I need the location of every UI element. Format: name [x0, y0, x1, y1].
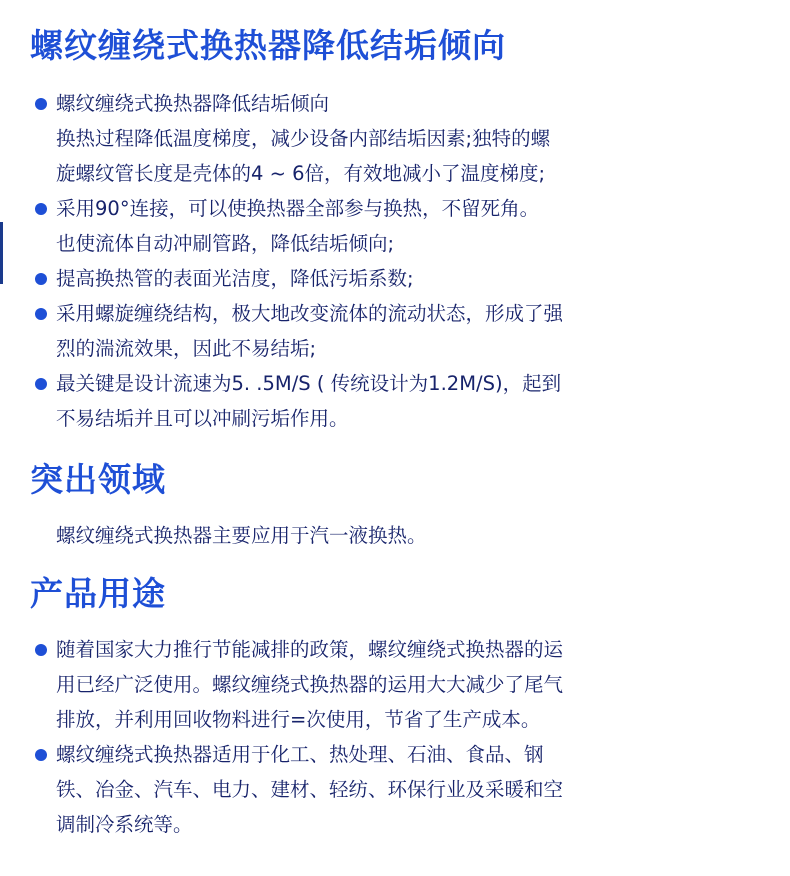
list-item	[30, 632, 750, 737]
bullet-icon	[35, 378, 47, 390]
list-item-line: 螺纹缠绕式换热器降低结垢倾向	[56, 92, 330, 115]
list-item-line: 螺纹缠绕式换热器适用于化工、热处理、石油、食品、钢	[56, 743, 544, 766]
application-field-text: 螺纹缠绕式换热器主要应用于汽一液换热。	[56, 524, 427, 547]
list-item-line: 烈的湍流效果，因此不易结垢;	[56, 337, 317, 360]
list-item	[30, 191, 750, 261]
list-item-line: 排放，并利用回收物料进行=次使用，节省了生产成本。	[56, 708, 541, 731]
list-item-line: 最关键是设计流速为5. .5M/S ( 传统设计为1.2M/S)，起到	[56, 372, 562, 395]
list-item	[30, 86, 750, 191]
bullet-icon	[35, 98, 47, 110]
section-title-product-usage: 产品用途	[30, 574, 166, 613]
bullet-icon	[35, 203, 47, 215]
list-item-line: 用已经广泛使用。螺纹缠绕式换热器的运用大大减少了尾气	[56, 673, 564, 696]
bullet-icon	[35, 749, 47, 761]
list-item-line: 旋螺纹管长度是壳体的4 ~ 6倍，有效地减小了温度梯度;	[56, 162, 546, 185]
list-item-line: 采用90°连接，可以使换热器全部参与换热，不留死角。	[56, 197, 540, 220]
section-title-scale-reduction: 螺纹缠绕式换热器降低结垢倾向	[30, 26, 506, 65]
list-item-line: 提高换热管的表面光洁度，降低污垢系数;	[56, 267, 414, 290]
list-item	[30, 261, 750, 296]
list-item-line: 随着国家大力推行节能减排的政策，螺纹缠绕式换热器的运	[56, 638, 564, 661]
list-item	[30, 366, 750, 436]
left-accent-bar	[0, 222, 3, 284]
list-item-line: 不易结垢并且可以冲刷污垢作用。	[56, 407, 349, 430]
list-item	[30, 737, 750, 842]
bullet-icon	[35, 273, 47, 285]
bullet-icon	[35, 644, 47, 656]
list-item-line: 调制冷系统等。	[56, 813, 193, 836]
list-item	[30, 296, 750, 366]
list-item-line: 铁、冶金、汽车、电力、建材、轻纺、环保行业及采暖和空	[56, 778, 564, 801]
product-usage-list	[30, 632, 750, 842]
list-item-line: 采用螺旋缠绕结构，极大地改变流体的流动状态，形成了强	[56, 302, 564, 325]
bullet-icon	[35, 308, 47, 320]
scale-reduction-list	[30, 86, 750, 436]
list-item-line: 也使流体自动冲刷管路，降低结垢倾向;	[56, 232, 395, 255]
section-title-application-field: 突出领域	[30, 460, 166, 499]
list-item-line: 换热过程降低温度梯度，减少设备内部结垢因素;独特的螺	[56, 127, 551, 150]
